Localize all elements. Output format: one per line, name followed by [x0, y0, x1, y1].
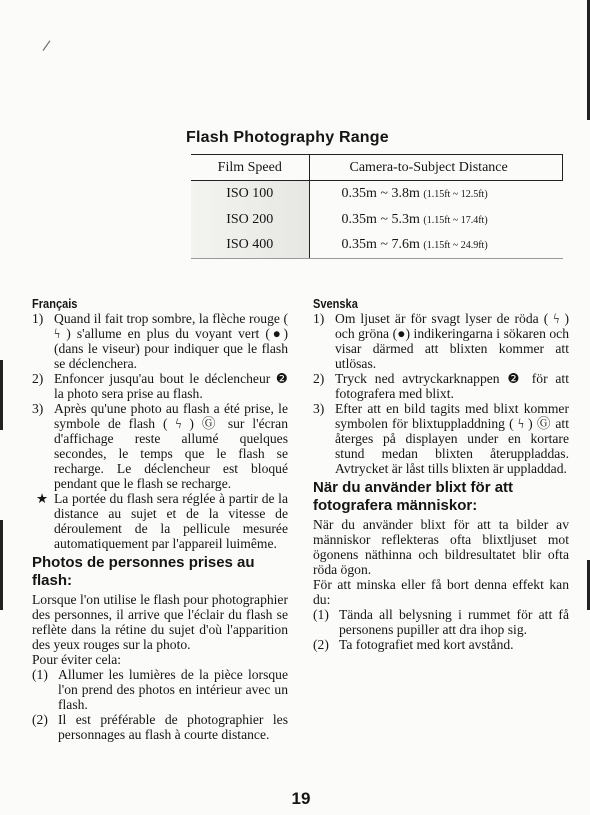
tip-text: Il est préférable de photographier les personnages au flash à courte distance. — [58, 712, 288, 742]
tip-text: Ta fotografiet med kort avstånd. — [339, 637, 514, 652]
page-number: 19 — [291, 789, 311, 808]
distance-metric: 0.35m ~ 7.6m — [341, 237, 420, 253]
distance-imperial: (1.15ft ~ 12.5ft) — [423, 188, 488, 200]
step-text: Efter att en bild tagits med blixt kommer symbolen för blixtuppladdning ( ϟ ) Ⓖ att återges på displayen under en kortare stund medan blixten återuppladdas. Avtrycket är låst tills blixten är uppladdad. — [335, 401, 569, 476]
pen-mark: / — [41, 37, 52, 55]
page-edge-mark — [0, 520, 3, 610]
list-item — [32, 712, 288, 742]
avoid-intro-svenska: För att minska eller få bort denna effekt kan du: — [313, 577, 569, 607]
distance-imperial: (1.15ft ~ 17.4ft) — [423, 214, 488, 226]
step-number: 2) — [313, 371, 325, 386]
svenska-tips — [313, 607, 569, 652]
star-icon: ★ — [36, 491, 49, 506]
svenska-column — [313, 296, 569, 652]
film-speed-cell: ISO 200 — [191, 207, 309, 233]
language-heading-francais: Français — [32, 296, 78, 311]
film-speed-cell: ISO 100 — [191, 181, 309, 207]
list-item — [313, 371, 569, 401]
distance-metric: 0.35m ~ 5.3m — [341, 211, 420, 227]
language-heading-svenska: Svenska — [313, 296, 358, 311]
distance-cell — [309, 233, 563, 259]
flash-range-table — [191, 154, 563, 259]
step-number: 2) — [32, 371, 44, 386]
header-film-speed: Film Speed — [191, 155, 309, 181]
tip-number: (1) — [313, 607, 329, 622]
list-item — [313, 401, 569, 476]
distance-imperial: (1.15ft ~ 24.9ft) — [423, 240, 488, 252]
distance-cell — [309, 181, 563, 207]
section-heading-svenska: När du använder blixt för att fotografera människor: — [313, 479, 514, 514]
distance-cell — [309, 207, 563, 233]
francais-tips — [32, 667, 288, 742]
tip-text: Allumer les lumières de la pièce lorsque l'on prend des photos en intérieur avec un flash. — [58, 667, 288, 712]
list-item — [32, 311, 288, 371]
section-body-svenska: När du använder blixt för att ta bilder av människor reflekteras ofta blixtljuset mot ögonens näthinna och bildresultatet blir ofta röda ögon. — [313, 517, 569, 577]
table-row — [191, 207, 563, 233]
step-text: Quand il fait trop sombre, la flèche rouge ( ϟ ) s'allume en plus du voyant vert (●) (dans le viseur) pour indiquer que le flash se déclenchera. — [54, 311, 288, 371]
tip-number: (2) — [313, 637, 329, 652]
tip-text: Tända all belysning i rummet för att få personens pupiller att dra ihop sig. — [339, 607, 569, 637]
francais-note — [32, 491, 288, 551]
step-text: Après qu'une photo au flash a été prise, le symbole de flash ( ϟ ) Ⓖ sur l'écran d'affichage reste allumé quelques secondes, le temps que le flash se recharge. Le déclencheur est bloqué pendant que le flash se recharge. — [54, 401, 288, 491]
francais-steps — [32, 311, 288, 491]
table-row — [191, 181, 563, 207]
list-item — [32, 667, 288, 712]
list-item — [32, 401, 288, 491]
tip-number: (1) — [32, 667, 48, 682]
step-text: Enfoncer jusqu'au bout le déclencheur ❷ la photo sera prise au flash. — [54, 371, 288, 401]
page-title: Flash Photography Range — [186, 129, 389, 146]
list-item — [32, 491, 288, 551]
step-number: 1) — [313, 311, 325, 326]
table-row — [191, 233, 563, 259]
list-item — [313, 637, 569, 652]
francais-column — [32, 296, 288, 742]
list-item — [313, 311, 569, 371]
table-header-row — [191, 155, 563, 181]
step-text: Tryck ned avtryckarknappen ❷ för att fotografera med blixt. — [335, 371, 569, 401]
section-body-francais: Lorsque l'on utilise le flash pour photographier des personnes, il arrive que l'éclair du flash se reflète dans la rétine du sujet d'où l'apparition des yeux rouges sur la photo. — [32, 592, 288, 652]
step-number: 3) — [32, 401, 44, 416]
section-heading-francais: Photos de personnes prises au flash: — [32, 554, 255, 589]
film-speed-cell: ISO 400 — [191, 233, 309, 259]
list-item — [313, 607, 569, 637]
svenska-steps — [313, 311, 569, 476]
tip-number: (2) — [32, 712, 48, 727]
step-text: Om ljuset är för svagt lyser de röda ( ϟ ) och gröna (●) indikeringarna i sökaren och visar därmed att blixten kommer att utlösas. — [335, 311, 569, 371]
avoid-intro-francais: Pour éviter cela: — [32, 652, 122, 667]
page-edge-mark — [0, 360, 3, 430]
list-item — [32, 371, 288, 401]
header-distance: Camera-to-Subject Distance — [309, 155, 563, 181]
note-text: La portée du flash sera réglée à partir de la distance au sujet et de la vitesse de déroulement de la pellicule mesurée automatiquement par l'appareil luimême. — [54, 491, 288, 551]
distance-metric: 0.35m ~ 3.8m — [341, 185, 420, 201]
step-number: 1) — [32, 311, 44, 326]
step-number: 3) — [313, 401, 325, 416]
